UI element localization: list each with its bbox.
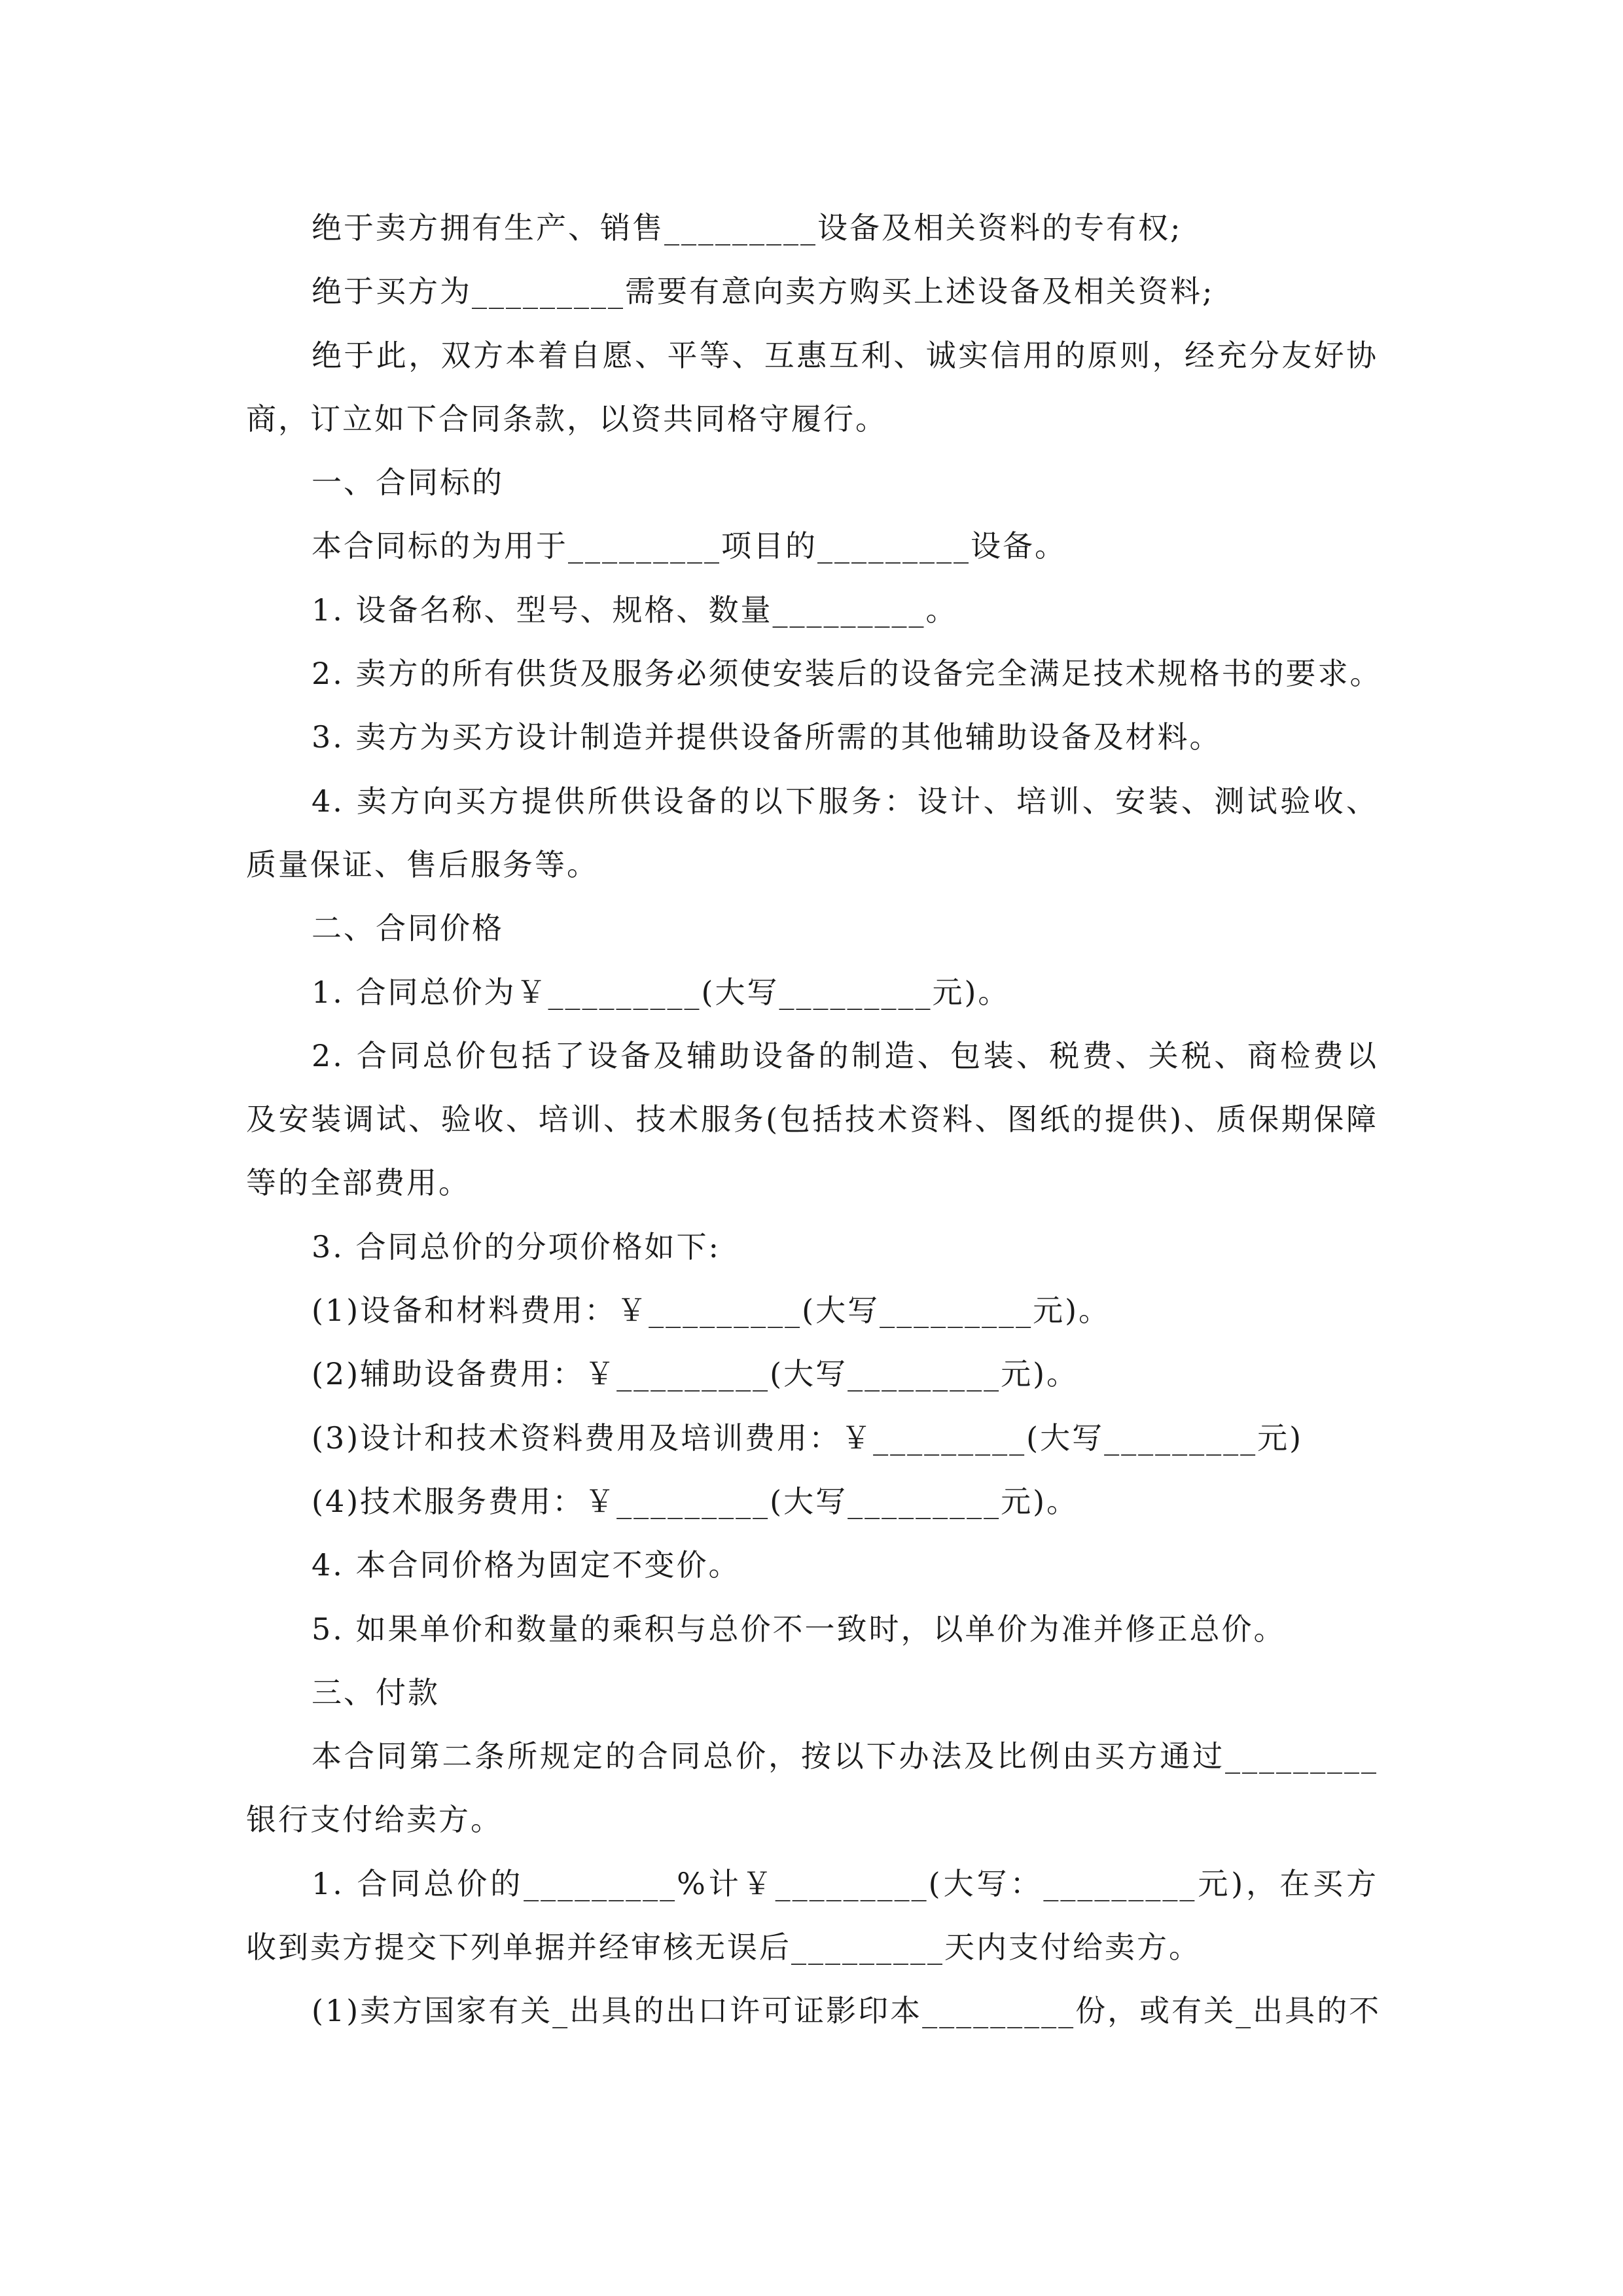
clause-1-4: 4. 卖方向买方提供所供设备的以下服务：设计、培训、安装、测试验收、质量保证、售后服务等。 xyxy=(246,783,1378,882)
clause-2-4: 4. 本合同价格为固定不变价。 xyxy=(312,1547,741,1583)
clause-1-3: 3. 卖方为买方设计制造并提供设备所需的其他辅助设备及材料。 xyxy=(312,719,1222,755)
paragraph-buyer-intent: 绝于买方为_________需要有意向卖方购买上述设备及相关资料; xyxy=(312,274,1215,310)
paragraph-payment-method: 本合同第二条所规定的合同总价，按以下办法及比例由买方通过_________银行支付给卖方。 xyxy=(246,1738,1378,1838)
clause-2-3-2: (2)辅助设备费用：￥_________(大写_________元)。 xyxy=(312,1356,1079,1392)
section-heading-subject: 一、合同标的 xyxy=(312,465,504,501)
clause-3-1-1: (1)卖方国家有关_出具的出口许可证影印本_________份，或有关_出具的不 xyxy=(312,1993,1382,2029)
clause-2-3-3: (3)设计和技术资料费用及培训费用：￥_________(大写_________元) xyxy=(312,1420,1304,1456)
paragraph-subject-desc: 本合同标的为用于_________项目的_________设备。 xyxy=(312,528,1067,564)
clause-2-3-1: (1)设备和材料费用：￥_________(大写_________元)。 xyxy=(312,1293,1111,1329)
paragraph-principles: 绝于此，双方本着自愿、平等、互惠互利、诚实信用的原则，经充分友好协商，订立如下合同条款，以资共同格守履行。 xyxy=(246,337,1378,437)
section-heading-payment: 三、付款 xyxy=(312,1674,440,1710)
clause-1-2: 2. 卖方的所有供货及服务必须使安装后的设备完全满足技术规格书的要求。 xyxy=(312,656,1382,692)
clause-2-3: 3. 合同总价的分项价格如下: xyxy=(312,1229,721,1265)
clause-3-1: 1. 合同总价的_________%计￥_________(大写：_________元)，在买方收到卖方提交下列单据并经审核无误后_________天内支付给卖方。 xyxy=(246,1865,1378,1965)
clause-1-1: 1. 设备名称、型号、规格、数量_________。 xyxy=(312,592,958,628)
clause-2-5: 5. 如果单价和数量的乘积与总价不一致时，以单价为准并修正总价。 xyxy=(312,1611,1286,1647)
clause-2-3-4: (4)技术服务费用：￥_________(大写_________元)。 xyxy=(312,1483,1079,1519)
clause-2-1: 1. 合同总价为￥_________(大写_________元)。 xyxy=(312,974,1010,1010)
paragraph-seller-rights: 绝于卖方拥有生产、销售_________设备及相关资料的专有权; xyxy=(312,210,1183,245)
clause-2-2: 2. 合同总价包括了设备及辅助设备的制造、包装、税费、关税、商检费以及安装调试、验收、培训、技术服务(包括技术资料、图纸的提供)、质保期保障等的全部费用。 xyxy=(246,1037,1378,1201)
section-heading-price: 二、合同价格 xyxy=(312,910,504,946)
document-body xyxy=(246,196,1382,2043)
